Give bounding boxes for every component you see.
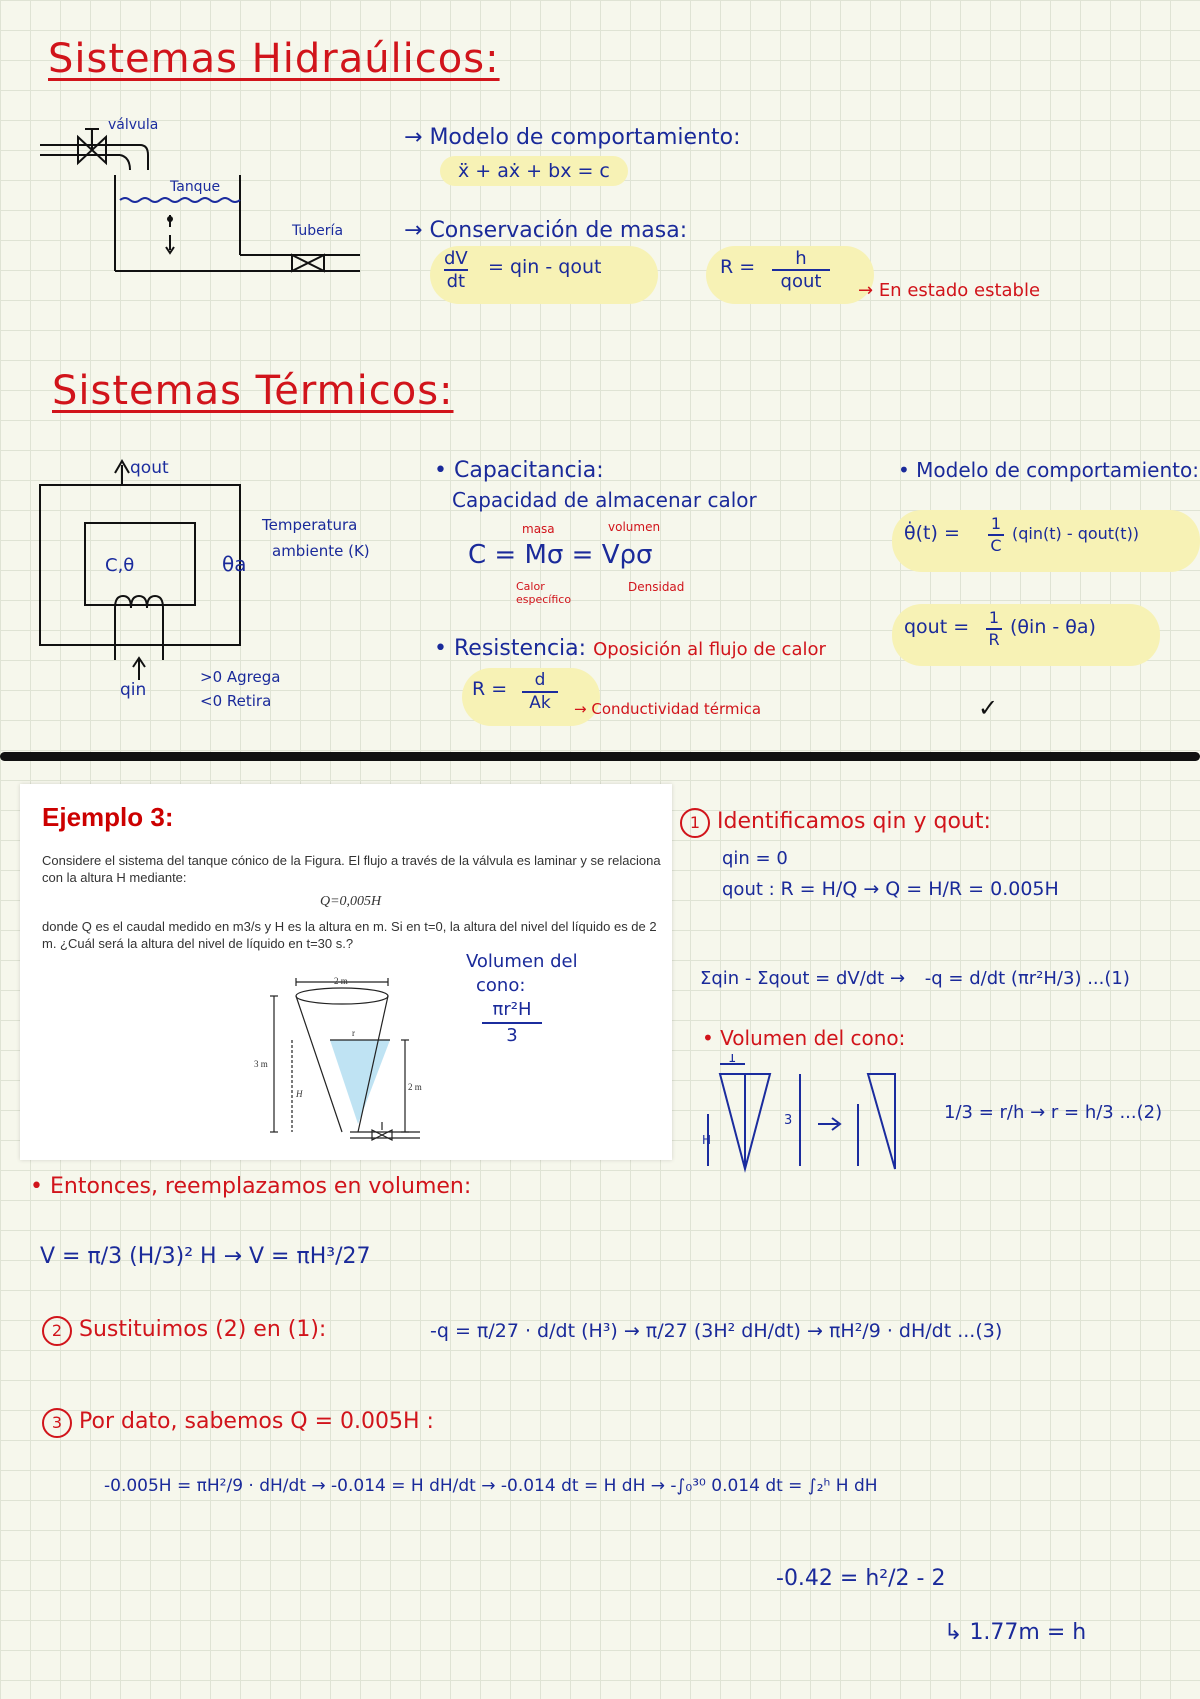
theta-a-label: θa bbox=[222, 552, 247, 576]
volumen-note-line2: cono: bbox=[476, 975, 526, 996]
conservacion-rhs: = qin - qout bbox=[488, 256, 602, 278]
volumen-note-fraction bbox=[466, 998, 542, 1048]
step1-qout-rest: R = H/Q → Q = H/R = 0.005H bbox=[780, 878, 1059, 900]
qout-label: qout bbox=[130, 458, 169, 478]
step3-heading bbox=[42, 1408, 434, 1438]
step1-ratio: 1/3 = r/h → r = h/3 ...(2) bbox=[944, 1102, 1163, 1123]
rt-numerator: d bbox=[522, 670, 558, 693]
agrega-label: >0 Agrega bbox=[200, 668, 281, 686]
entonces-text: Entonces, reemplazamos en volumen: bbox=[49, 1174, 472, 1199]
eq1-fraction bbox=[988, 514, 1004, 556]
estable-note bbox=[858, 280, 1040, 301]
eq1-lhs: θ̇(t) = bbox=[904, 522, 960, 544]
dv-numerator: dV bbox=[444, 248, 468, 269]
step1-heading bbox=[680, 808, 991, 838]
conical-tank-figure bbox=[240, 972, 440, 1152]
valve-label: válvula bbox=[108, 117, 159, 133]
r-fraction bbox=[772, 248, 830, 292]
fig-h-label: H bbox=[296, 1089, 303, 1099]
volumen-cono-text: Volumen del cono: bbox=[720, 1026, 906, 1050]
rt-fraction bbox=[522, 670, 558, 714]
step2-heading bbox=[42, 1316, 326, 1346]
fig-r-label: r bbox=[352, 1028, 355, 1038]
fig-left-label: 3 m bbox=[254, 1059, 268, 1069]
step1-label: Identificamos qin y qout: bbox=[717, 809, 991, 834]
arrow-icon: → bbox=[404, 125, 430, 150]
conductividad-note: → Conductividad térmica bbox=[574, 700, 762, 718]
termicos-title: Sistemas Térmicos: bbox=[52, 368, 454, 414]
result-arrow-icon: ↳ bbox=[944, 1620, 970, 1645]
step3-label: Por dato, sabemos Q = 0.005H : bbox=[79, 1409, 434, 1434]
conservacion-masa bbox=[404, 218, 687, 243]
step1-sum-rhs: -q = d/dt (πr²H/3) ...(1) bbox=[924, 968, 1130, 989]
fig-right-label: 2 m bbox=[408, 1082, 422, 1092]
resistencia-label: Resistencia: bbox=[453, 636, 587, 661]
rt-lhs: R = bbox=[472, 678, 508, 700]
step3-result-text: 1.77m = h bbox=[969, 1620, 1087, 1645]
hydraulic-tank-diagram bbox=[30, 115, 370, 290]
eq1-rhs: (qin(t) - qout(t)) bbox=[1012, 524, 1140, 543]
conductividad-label: Conductividad térmica bbox=[591, 700, 762, 718]
eq1-denominator: C bbox=[990, 536, 1002, 555]
entonces-label: • Entonces, reemplazamos en volumen: bbox=[30, 1174, 472, 1199]
capacitancia-label: • Capacitancia: bbox=[434, 458, 604, 483]
tank-label: Tanque bbox=[170, 179, 221, 195]
eq2-denominator: R bbox=[988, 630, 1000, 649]
ejemplo-paragraph-1: Considere el sistema del tanque cónico de la Figura. El flujo a través de la válvula es laminar y se relaciona con la altura H mediante: bbox=[42, 853, 661, 885]
triangle-h-label: H bbox=[702, 1133, 712, 1147]
step2-number-icon: 2 bbox=[42, 1316, 72, 1346]
note-calor: Calor específico bbox=[516, 580, 572, 606]
hidraulicos-modelo bbox=[404, 125, 741, 150]
termico-modelo-label: • Modelo de comportamiento: bbox=[898, 458, 1199, 482]
dt-denominator: dt bbox=[446, 271, 466, 292]
volumen-note-num: πr²H bbox=[482, 998, 542, 1024]
qin-label: qin bbox=[120, 680, 147, 700]
r-lhs: R = bbox=[720, 256, 756, 278]
termico-eq1 bbox=[892, 510, 1200, 572]
temperatura-label: Temperatura bbox=[262, 516, 358, 534]
arrow-icon: → bbox=[858, 280, 879, 301]
section-divider bbox=[0, 752, 1200, 761]
arrow-icon: → bbox=[404, 218, 430, 243]
step3-number-icon: 3 bbox=[42, 1408, 72, 1438]
retira-label: <0 Retira bbox=[200, 692, 272, 710]
ejemplo-formula: Q=0,005H bbox=[320, 894, 382, 909]
conservacion-equation bbox=[430, 246, 658, 304]
note-densidad: Densidad bbox=[628, 580, 685, 594]
step1-number-icon: 1 bbox=[680, 808, 710, 838]
capacitancia-desc: Capacidad de almacenar calor bbox=[452, 488, 757, 512]
volumen-note-den: 3 bbox=[506, 1025, 518, 1046]
pipe-label: Tubería bbox=[292, 223, 344, 239]
triangle-top-label: 1 bbox=[728, 1054, 737, 1066]
volumen-note-line1: Volumen del bbox=[466, 951, 578, 972]
volumen-note bbox=[466, 950, 578, 1048]
note-volumen: volumen bbox=[608, 520, 661, 534]
step1-qout-lhs: qout : bbox=[722, 879, 775, 900]
resistance-eq bbox=[706, 246, 874, 304]
eq2-lhs: qout = bbox=[904, 616, 970, 638]
ejemplo-paragraph-2: donde Q es el caudal medido en m3/s y H es la altura en m. Si en t=0, la altura del nivel del líquido es de 2 m. ¿Cuál será la altura del nivel de líquido en t=30 s.? bbox=[42, 919, 657, 951]
note-masa: masa bbox=[522, 522, 555, 536]
eq1-numerator: 1 bbox=[988, 514, 1004, 536]
check-mark: ✓ bbox=[978, 694, 999, 722]
step2-label: Sustituimos (2) en (1): bbox=[79, 1317, 327, 1342]
eq2-numerator: 1 bbox=[986, 608, 1002, 630]
step3-eq1: -0.005H = πH²/9 · dH/dt → -0.014 = H dH/dt → -0.014 dt = H dH → -∫₀³⁰ 0.014 dt = ∫₂ʰ H dH bbox=[104, 1476, 878, 1496]
capacitancia-label-text: Capacitancia: bbox=[453, 458, 604, 483]
triangle-3-label: 3 bbox=[784, 1113, 793, 1128]
resistencia-desc: Oposición al flujo de calor bbox=[593, 639, 826, 660]
entonces-eq: V = π/3 (H/3)² H → V = πH³/27 bbox=[40, 1244, 371, 1269]
resistencia-line: • Resistencia: Oposición al flujo de calor bbox=[434, 636, 826, 661]
step3-result bbox=[944, 1620, 1086, 1645]
c-theta-label: C,θ bbox=[105, 555, 135, 576]
eq2-fraction bbox=[986, 608, 1002, 650]
cone-similar-triangles bbox=[700, 1054, 930, 1174]
fig-top-label: 2 m bbox=[334, 976, 348, 986]
step3-eq2: -0.42 = h²/2 - 2 bbox=[776, 1566, 946, 1591]
estable-label: En estado estable bbox=[878, 280, 1041, 301]
modelo-equation: ẍ + aẋ + bx = c bbox=[440, 156, 628, 186]
ejemplo-title: Ejemplo 3: bbox=[42, 802, 174, 832]
ambiente-label: ambiente (K) bbox=[272, 542, 370, 560]
rt-denominator: Ak bbox=[529, 693, 551, 713]
eq2-rhs: (θin - θa) bbox=[1010, 616, 1096, 638]
termico-modelo-label-text: Modelo de comportamiento: bbox=[916, 458, 1199, 482]
termico-eq2 bbox=[892, 604, 1160, 666]
volumen-cono-label: • Volumen del cono: bbox=[702, 1026, 906, 1050]
modelo-label: Modelo de comportamiento: bbox=[429, 125, 741, 150]
r-numerator: h bbox=[772, 248, 830, 271]
conservacion-label: Conservación de masa: bbox=[429, 218, 688, 243]
step1-sum-eq: Σqin - Σqout = dV/dt → bbox=[700, 968, 906, 989]
step1-sum bbox=[700, 968, 1130, 989]
step1-qin: qin = 0 bbox=[722, 848, 788, 869]
capacitancia-equation: C = Mσ = Vρσ bbox=[468, 540, 653, 570]
step1-qout bbox=[722, 878, 1059, 900]
step2-eq: -q = π/27 · d/dt (H³) → π/27 (3H² dH/dt) → πH²/9 · dH/dt ...(3) bbox=[430, 1320, 1003, 1342]
dv-fraction bbox=[444, 248, 468, 292]
r-denominator: qout bbox=[780, 271, 822, 292]
hidraulicos-title: Sistemas Hidraúlicos: bbox=[48, 36, 500, 82]
